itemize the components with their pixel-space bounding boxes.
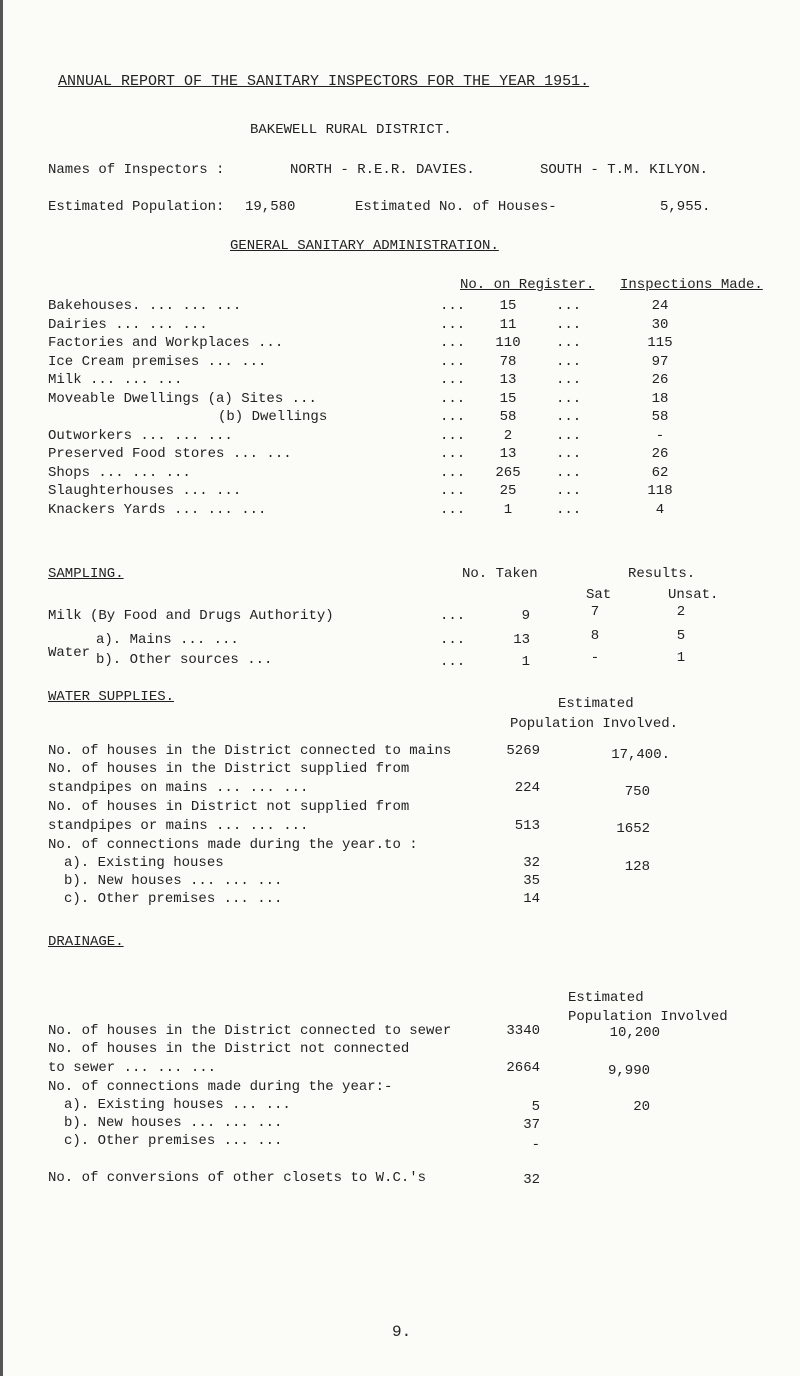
admin-row-register: 1 xyxy=(503,502,513,518)
inspectors-label: Names of Inspectors : xyxy=(48,162,225,178)
admin-row-label: Factories and Workplaces ... xyxy=(48,335,284,351)
other-unsat: 1 xyxy=(676,650,686,666)
drainage-unconnected-population: 9,990 xyxy=(607,1063,650,1079)
dots: ... xyxy=(556,372,582,388)
report-title: ANNUAL REPORT OF THE SANITARY INSPECTORS FOR THE YEAR 1951. xyxy=(58,73,590,90)
admin-row-label: Dairies ... ... ... xyxy=(48,317,208,333)
water-line-2b: standpipes on mains ... ... ... xyxy=(48,780,309,796)
admin-row-label: Outworkers ... ... ... xyxy=(48,428,233,444)
dots: ... xyxy=(556,317,582,333)
dots: ... xyxy=(556,428,582,444)
milk-sat: 7 xyxy=(590,604,600,620)
mains-unsat: 5 xyxy=(676,628,686,644)
dots: ... xyxy=(440,391,466,407)
dots: ... xyxy=(556,391,582,407)
drainage-line-3: No. of connections made during the year:- xyxy=(48,1079,393,1095)
admin-row-label: Moveable Dwellings (a) Sites ... xyxy=(48,391,317,407)
milk-taken: 9 xyxy=(521,608,530,624)
mains-taken: 13 xyxy=(513,632,530,648)
admin-row-register: 25 xyxy=(499,483,517,499)
drainage-pop-header-1: Estimated xyxy=(568,990,644,1006)
milk-sample-label: Milk (By Food and Drugs Authority) xyxy=(48,608,334,624)
admin-row-inspections: 62 xyxy=(651,465,669,481)
admin-row-register: 110 xyxy=(495,335,521,351)
admin-row-inspections: 97 xyxy=(651,354,669,370)
water-other-connections: 14 xyxy=(523,891,540,907)
admin-row-label: Preserved Food stores ... ... xyxy=(48,446,292,462)
dots: ... xyxy=(440,409,466,425)
col-register-header: No. on Register. xyxy=(460,277,595,293)
mains-sample-label: a). Mains ... ... xyxy=(96,632,239,648)
water-standpipe-houses: 224 xyxy=(514,780,540,796)
mains-sat: 8 xyxy=(590,628,600,644)
drainage-line-3c: c). Other premises ... ... xyxy=(64,1133,283,1149)
dots: ... xyxy=(440,335,466,351)
inspector-south: SOUTH - T.M. KILYON. xyxy=(540,162,709,178)
dots: ... xyxy=(556,335,582,351)
dots: ... xyxy=(556,446,582,462)
other-taken: 1 xyxy=(521,654,530,670)
drainage-title: DRAINAGE. xyxy=(48,934,124,950)
page-number: 9. xyxy=(392,1323,412,1341)
admin-row-inspections: 115 xyxy=(647,335,673,351)
admin-row-inspections: 30 xyxy=(651,317,669,333)
drainage-line-1: No. of houses in the District connected to sewer xyxy=(48,1023,452,1039)
water-line-3b: standpipes or mains ... ... ... xyxy=(48,818,309,834)
water-standpipe-population: 750 xyxy=(624,784,650,800)
milk-unsat: 2 xyxy=(676,604,686,620)
dots: ... xyxy=(440,483,466,499)
water-line-2a: No. of houses in the District supplied from xyxy=(48,761,410,777)
admin-row-register: 78 xyxy=(499,354,517,370)
drainage-pop-header-2: Population Involved xyxy=(568,1009,728,1025)
dots: ... xyxy=(556,465,582,481)
dots: ... xyxy=(440,654,466,670)
dots: ... xyxy=(440,465,466,481)
admin-row-register: 2 xyxy=(503,428,513,444)
dots: ... xyxy=(440,446,466,462)
admin-row-register: 13 xyxy=(499,372,517,388)
drainage-line-3a: a). Existing houses ... ... xyxy=(64,1097,291,1113)
page-edge xyxy=(0,0,3,1376)
water-line-1: No. of houses in the District connected to mains xyxy=(48,743,452,759)
district-name: BAKEWELL RURAL DISTRICT. xyxy=(250,122,452,138)
admin-row-label: Ice Cream premises ... ... xyxy=(48,354,267,370)
admin-row-inspections: 26 xyxy=(651,372,669,388)
drainage-unconnected-houses: 2664 xyxy=(506,1060,540,1076)
drainage-line-2b: to sewer ... ... ... xyxy=(48,1060,217,1076)
admin-row-inspections: 58 xyxy=(651,409,669,425)
dots: ... xyxy=(556,354,582,370)
col-inspections-header: Inspections Made. xyxy=(620,277,763,293)
admin-row-label: (b) Dwellings xyxy=(218,409,328,425)
water-line-4c: c). Other premises ... ... xyxy=(64,891,283,907)
col-results-header: Results. xyxy=(628,566,696,582)
inspector-north: NORTH - R.E.R. DAVIES. xyxy=(290,162,475,178)
admin-row-register: 58 xyxy=(499,409,517,425)
other-sample-label: b). Other sources ... xyxy=(96,652,273,668)
dots: ... xyxy=(440,372,466,388)
col-taken-header: No. Taken xyxy=(462,566,538,582)
dots: ... xyxy=(440,502,466,518)
water-line-4b: b). New houses ... ... ... xyxy=(64,873,283,889)
dots: ... xyxy=(440,317,466,333)
admin-row-label: Milk ... ... ... xyxy=(48,372,183,388)
population-value: 19,580 xyxy=(245,199,296,215)
houses-value: 5,955. xyxy=(660,199,711,215)
dots: ... xyxy=(556,409,582,425)
drainage-sewer-houses: 3340 xyxy=(506,1023,540,1039)
drainage-new-connections: 37 xyxy=(523,1117,540,1133)
water-line-4: No. of connections made during the year.to : xyxy=(48,837,418,853)
water-new-connections: 35 xyxy=(523,873,540,889)
drainage-existing-population: 20 xyxy=(633,1099,650,1115)
admin-row-inspections: 4 xyxy=(655,502,665,518)
water-existing-population: 128 xyxy=(624,859,650,875)
admin-row-register: 15 xyxy=(499,298,517,314)
dots: ... xyxy=(440,608,466,624)
col-sat-header: Sat xyxy=(586,587,612,603)
admin-row-label: Bakehouses. ... ... ... xyxy=(48,298,242,314)
admin-row-inspections: 118 xyxy=(647,483,673,499)
admin-row-register: 265 xyxy=(495,465,521,481)
dots: ... xyxy=(556,502,582,518)
drainage-conversions: 32 xyxy=(523,1172,540,1188)
water-pop-header-2: Population Involved. xyxy=(510,716,679,732)
water-sample-label: Water xyxy=(48,645,91,661)
sampling-title: SAMPLING. xyxy=(48,566,124,582)
admin-row-label: Shops ... ... ... xyxy=(48,465,191,481)
water-mains-houses: 5269 xyxy=(506,743,540,759)
dots: ... xyxy=(440,428,466,444)
dots: ... xyxy=(440,354,466,370)
dots: ... xyxy=(440,298,466,314)
drainage-line-4: No. of conversions of other closets to W.C.'s xyxy=(48,1170,427,1186)
admin-row-inspections: 26 xyxy=(651,446,669,462)
admin-row-label: Knackers Yards ... ... ... xyxy=(48,502,267,518)
population-label: Estimated Population: xyxy=(48,199,225,215)
col-unsat-header: Unsat. xyxy=(668,587,719,603)
other-sat: - xyxy=(590,650,600,666)
water-supplies-title: WATER SUPPLIES. xyxy=(48,689,175,705)
dots: ... xyxy=(440,632,466,648)
water-unsupplied-houses: 513 xyxy=(514,818,540,834)
drainage-line-3b: b). New houses ... ... ... xyxy=(64,1115,283,1131)
water-line-4a: a). Existing houses xyxy=(64,855,224,871)
water-pop-header-1: Estimated xyxy=(558,696,634,712)
drainage-sewer-population: 10,200 xyxy=(609,1025,660,1041)
admin-row-register: 13 xyxy=(499,446,517,462)
water-mains-population: 17,400. xyxy=(611,747,670,763)
water-existing-connections: 32 xyxy=(523,855,540,871)
drainage-other-connections: - xyxy=(531,1137,540,1153)
admin-row-inspections: 18 xyxy=(651,391,669,407)
dots: ... xyxy=(556,298,582,314)
admin-row-register: 15 xyxy=(499,391,517,407)
admin-row-inspections: - xyxy=(655,428,665,444)
admin-row-inspections: 24 xyxy=(651,298,669,314)
drainage-line-2a: No. of houses in the District not connected xyxy=(48,1041,410,1057)
admin-row-label: Slaughterhouses ... ... xyxy=(48,483,242,499)
water-unsupplied-population: 1652 xyxy=(616,821,650,837)
houses-label: Estimated No. of Houses- xyxy=(355,199,557,215)
dots: ... xyxy=(556,483,582,499)
water-line-3a: No. of houses in District not supplied from xyxy=(48,799,410,815)
section-title-general: GENERAL SANITARY ADMINISTRATION. xyxy=(230,238,499,254)
drainage-existing-connections: 5 xyxy=(531,1099,540,1115)
admin-row-register: 11 xyxy=(499,317,517,333)
